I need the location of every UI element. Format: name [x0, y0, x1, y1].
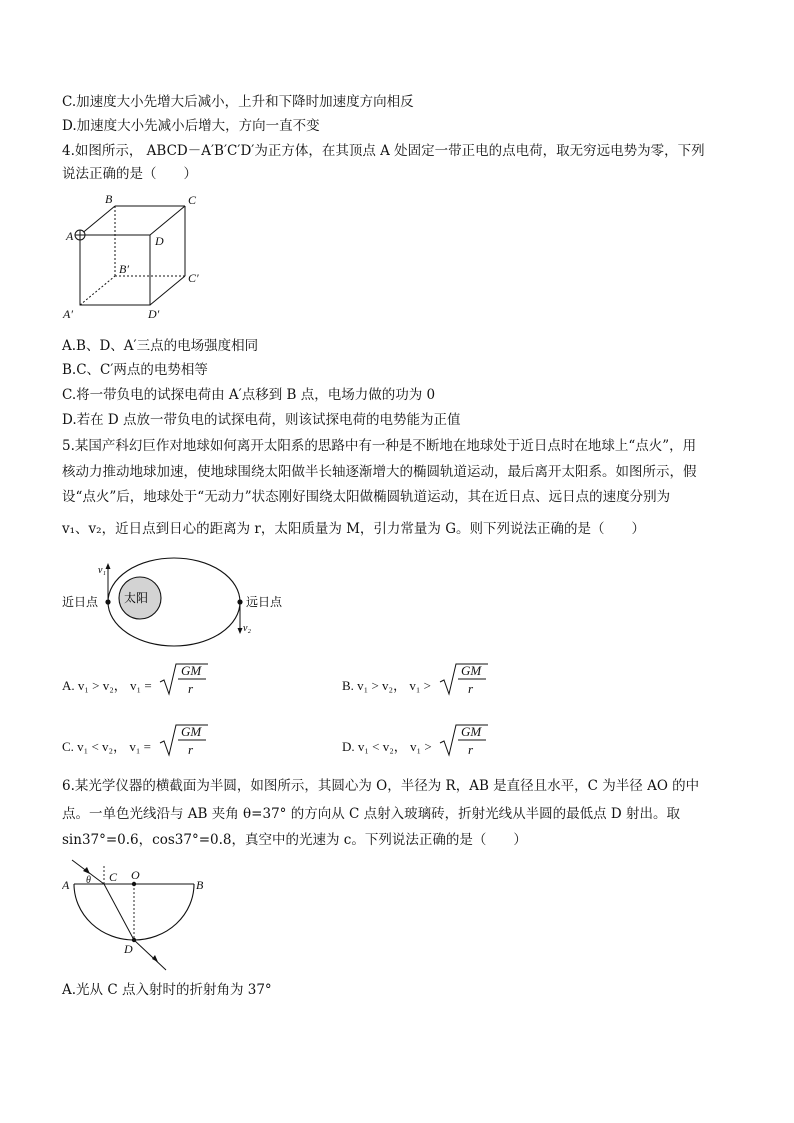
q5-option-c: C. v₁ < v₂， v₁ =	[62, 739, 151, 754]
semicircle-label-c: C	[109, 870, 118, 884]
cube-label-c: C	[188, 193, 197, 207]
q5-b-num: GM	[461, 663, 482, 678]
q6-stem-line2: 点。一单色光线沿与 AB 夹角 θ=37° 的方向从 C 点射入玻璃砖，折射光线从半圆的最低点 D 射出。取	[62, 806, 681, 822]
earth-aphelion-dot	[237, 599, 242, 604]
exit-arrow-icon	[152, 955, 158, 962]
center-point	[132, 882, 136, 886]
perihelion-label: 近日点	[62, 595, 99, 609]
aphelion-label: 远日点	[246, 595, 283, 609]
q5-options	[60, 660, 520, 760]
v2-label: v₂	[243, 623, 251, 634]
cube-label-c1: C′	[188, 271, 199, 285]
q3-option-d: D.加速度大小先减小后增大，方向一直不变	[62, 118, 320, 134]
q5-d-den: r	[468, 742, 474, 757]
q5-a-den: r	[188, 681, 194, 696]
q5-stem-line1: 5.某国产科幻巨作对地球如何离开太阳系的思路中有一种是不断地在地球处于近日点时在地球上“点火”，用	[62, 438, 697, 454]
q5-option-d: D. v₁ < v₂， v₁ >	[342, 739, 432, 754]
cube-label-d1: D′	[148, 307, 160, 321]
q5-b-den: r	[468, 681, 474, 696]
cube-label-d: D	[155, 234, 164, 248]
v1-label: v₁	[98, 565, 106, 576]
arrow-down-icon	[238, 628, 243, 634]
q6-stem-line1: 6.某光学仪器的横截面为半圆，如图所示，其圆心为 O，半径为 R，AB 是直径且水平，C 为半径 AO 的中	[62, 778, 700, 794]
q6-option-a: A.光从 C 点入射时的折射角为 37°	[62, 982, 272, 998]
cube-figure	[60, 190, 220, 325]
arrow-up-icon	[106, 563, 111, 569]
q6-stem-line3: sin37°=0.6，cos37°=0.8，真空中的光速为 c。下列说法正确的是（ ）	[62, 832, 527, 848]
q5-option-b: B. v₁ > v₂， v₁ >	[342, 678, 431, 693]
sun-label: 太阳	[124, 591, 149, 605]
cube-label-a1: A′	[63, 307, 73, 321]
q4-stem-line1: 4.如图所示， ABCD－A′B′C′D′为正方体，在其顶点 A 处固定一带正电的点电荷，取无穷远电势为零，下列	[62, 143, 705, 159]
earth-perihelion-dot	[105, 599, 110, 604]
q5-option-a: A. v₁ > v₂， v₁ =	[62, 678, 152, 693]
q5-stem-line3: 设“点火”后，地球处于“无动力”状态刚好围绕太阳做椭圆轨道运动，其在近日点、远日点的速度分别为	[62, 489, 671, 505]
cube-label-b: B	[105, 192, 113, 206]
q3-option-c: C.加速度大小先增大后减小，上升和下降时加速度方向相反	[62, 94, 414, 110]
incident-arrow-icon	[83, 867, 90, 874]
semicircle-label-b: B	[196, 878, 204, 892]
cube-label-a: A	[66, 229, 74, 243]
semicircle-label-d: D	[124, 942, 133, 956]
q5-c-den: r	[188, 742, 194, 757]
theta-label: θ	[86, 875, 91, 886]
semicircle-label-a: A	[62, 878, 70, 892]
q5-stem-line2: 核动力推动地球加速，使地球围绕太阳做半长轴逐渐增大的椭圆轨道运动，最后离开太阳系。如图所示，假	[62, 464, 697, 480]
q5-stem-line4: v₁、v₂，近日点到日心的距离为 r，太阳质量为 M，引力常量为 G。则下列说法正确的是（ ）	[62, 521, 646, 537]
semicircle-figure	[62, 850, 222, 975]
q4-option-a: A.B、D、A′三点的电场强度相同	[62, 338, 259, 354]
q5-a-num: GM	[181, 663, 202, 678]
q4-option-b: B.C、C′两点的电势相等	[62, 362, 208, 378]
q4-stem-line2: 说法正确的是（ ）	[62, 166, 197, 182]
q5-d-num: GM	[461, 724, 482, 739]
q4-option-c: C.将一带负电的试探电荷由 A′点移到 B 点，电场力做的功为 0	[62, 387, 436, 403]
q5-c-num: GM	[181, 724, 202, 739]
semicircle-label-o: O	[131, 868, 140, 882]
q4-option-d: D.若在 D 点放一带负电的试探电荷，则该试探电荷的电势能为正值	[62, 412, 461, 428]
orbit-figure	[62, 555, 302, 655]
cube-label-b1: B′	[119, 262, 129, 276]
